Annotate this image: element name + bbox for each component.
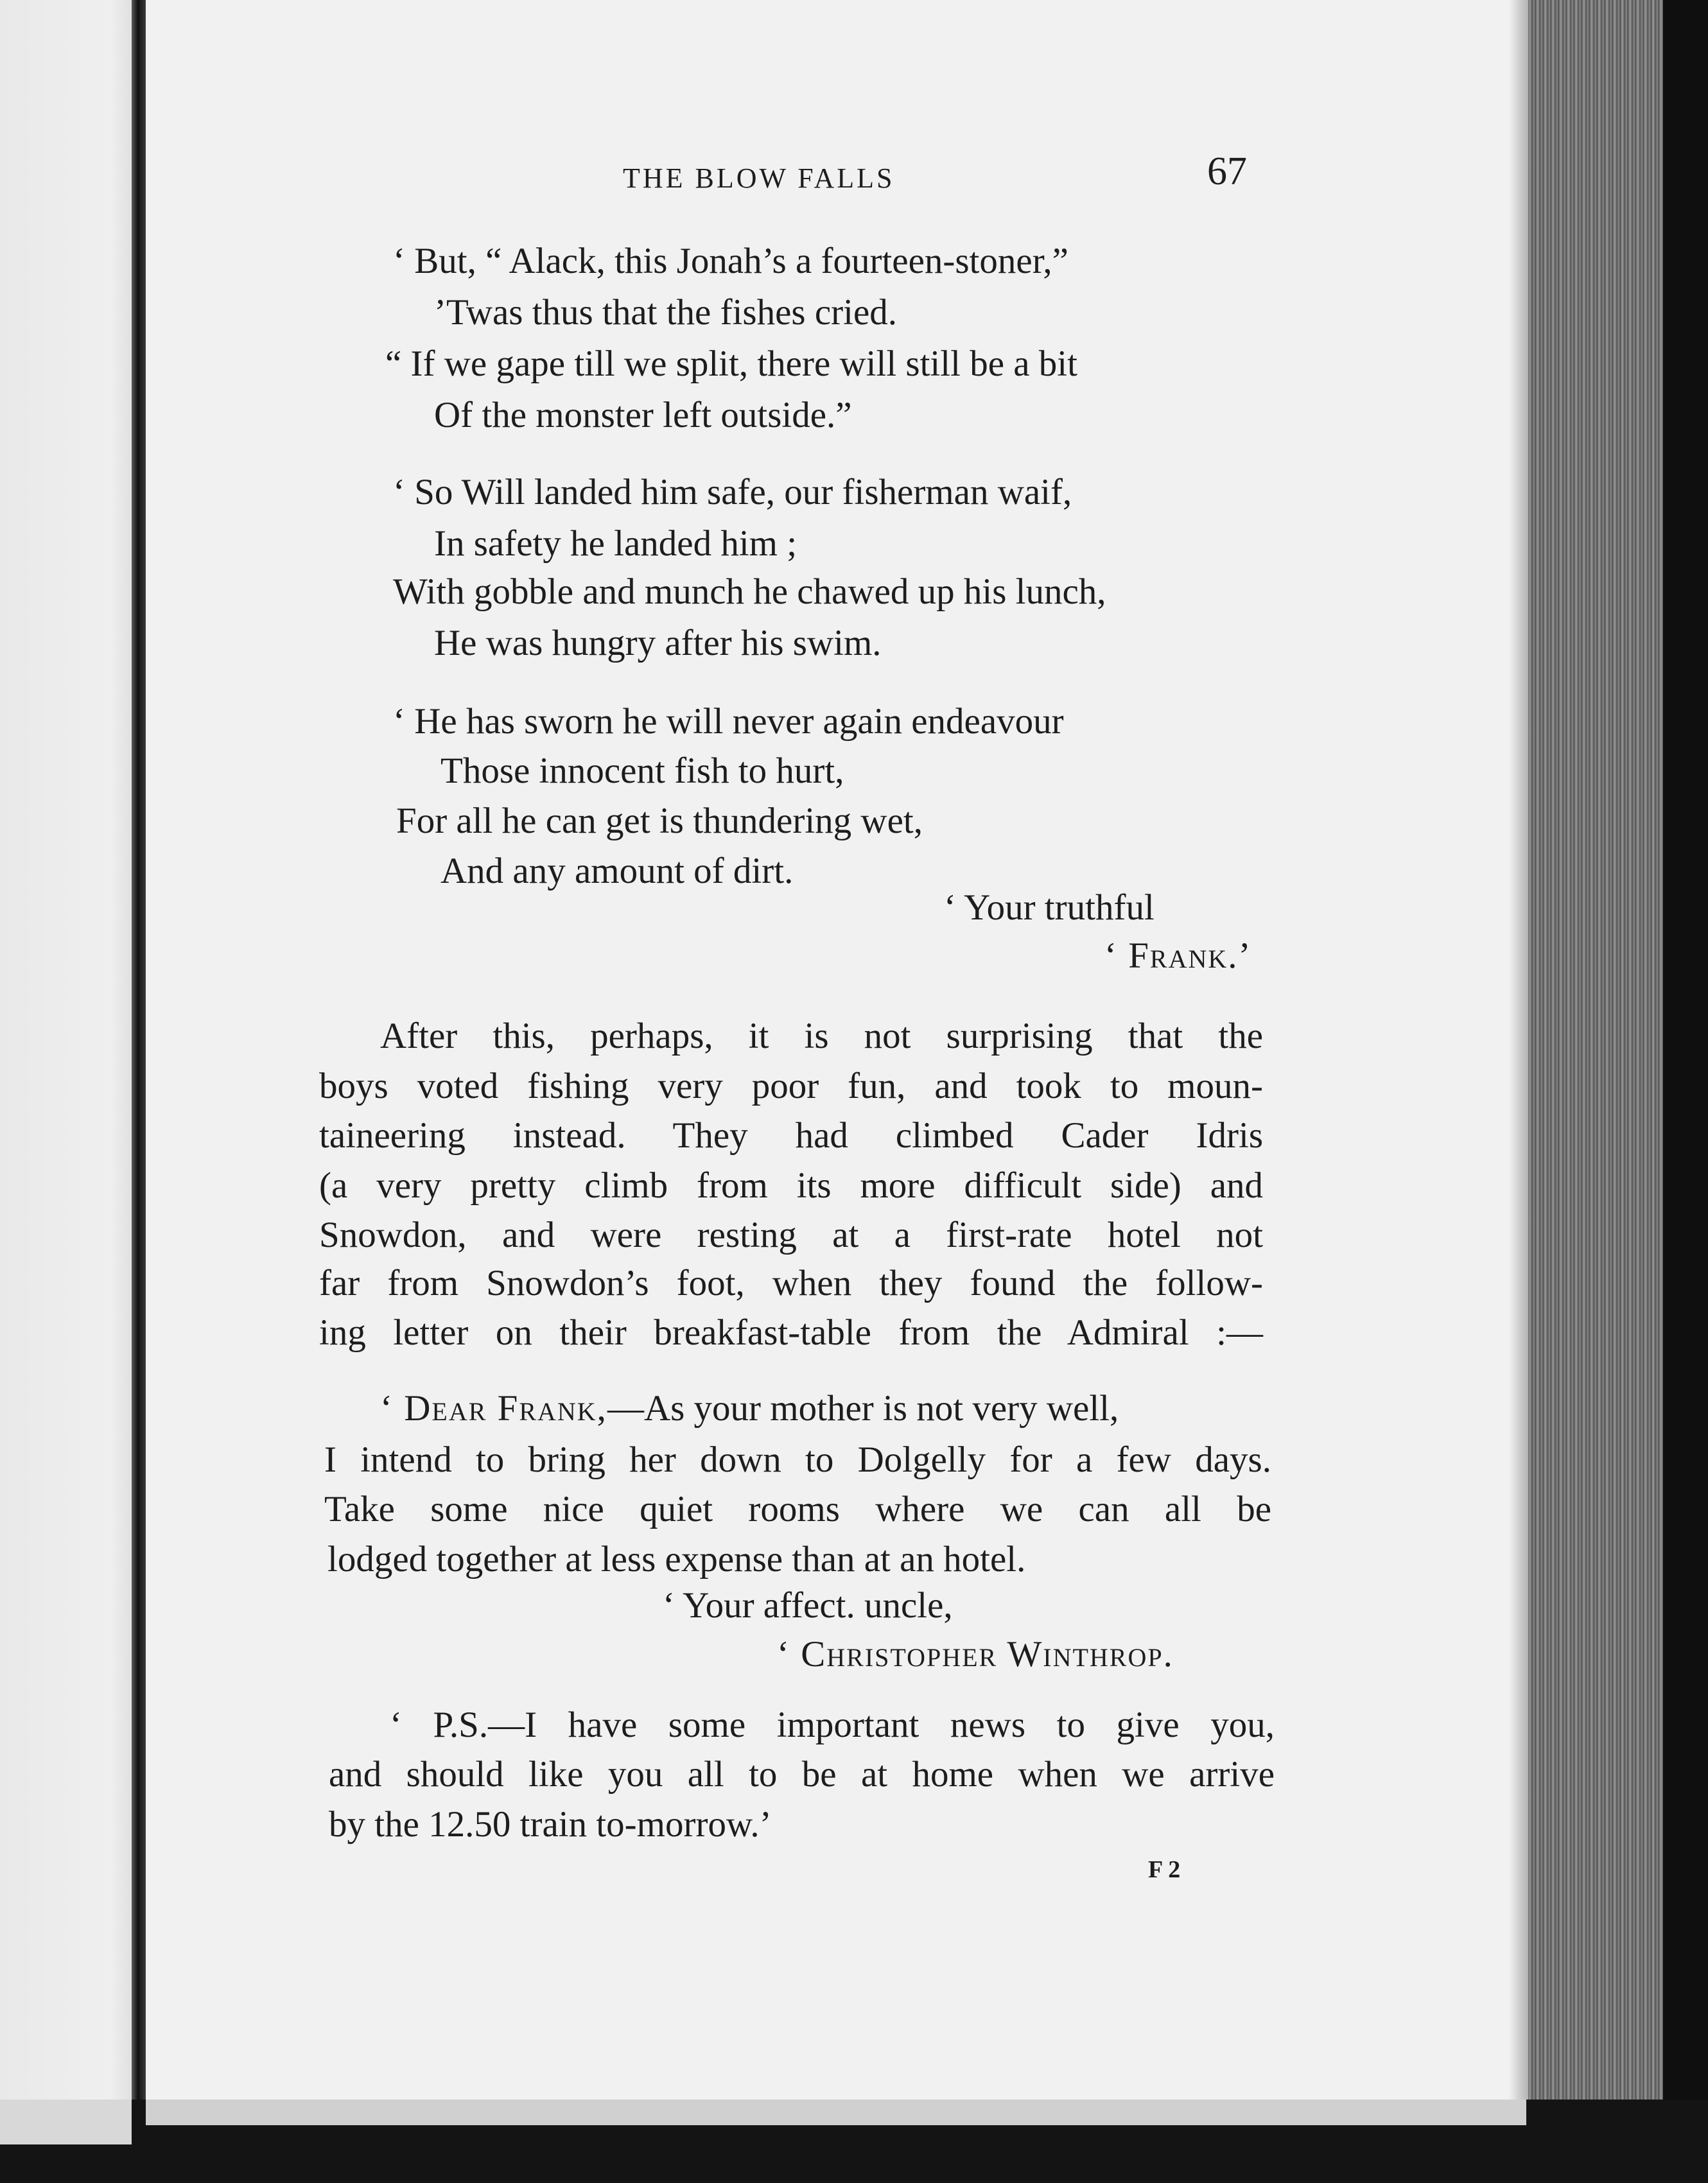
verse-line: “ If we gape till we split, there will still be a bit [385, 344, 1077, 384]
verse-line: Of the monster left outside.” [434, 395, 852, 435]
verse-line: And any amount of dirt. [440, 851, 794, 891]
postscript-line: ‘ P.S.—I have some important news to give you, [390, 1705, 1275, 1745]
verse-line: He was hungry after his swim. [434, 623, 882, 663]
letter-line: Take some nice quiet rooms where we can all be [324, 1489, 1271, 1529]
running-title: THE BLOW FALLS [623, 162, 895, 194]
postscript-line: by the 12.50 train to-morrow.’ [329, 1804, 772, 1845]
verse-line: ‘ So Will landed him safe, our fisherman waif, [393, 472, 1072, 512]
letter-salutation: ‘ Dear Frank, [380, 1388, 607, 1429]
verse-line: ‘ He has sworn he will never again endeavour [393, 701, 1064, 742]
verse-line: With gobble and munch he chawed up his lunch, [393, 571, 1106, 612]
verse-line: ‘ But, “ Alack, this Jonah’s a fourteen-stoner,” [393, 241, 1068, 281]
book-gutter [132, 0, 146, 2183]
facing-page-edge [0, 0, 138, 2183]
letter-first-line-rest: —As your mother is not very well, [607, 1388, 1119, 1429]
postscript-line: and should like you all to be at home when we arrive [329, 1754, 1275, 1795]
page-block-edges [1528, 0, 1708, 2183]
verse-line: Those innocent fish to hurt, [440, 751, 844, 791]
verse-line: ’Twas thus that the fishes cried. [434, 292, 897, 333]
prose-line: far from Snowdon’s foot, when they found the follow- [319, 1263, 1263, 1303]
letter-line: lodged together at less expense than at an hotel. [327, 1539, 1026, 1579]
page-number: 67 [1207, 150, 1247, 193]
verse-line: For all he can get is thundering wet, [396, 801, 923, 841]
letter-first-line [380, 1390, 1119, 1427]
letter-signature: ‘ Christopher Winthrop. [777, 1634, 1174, 1674]
verse-valediction: ‘ Your truthful [944, 887, 1155, 928]
letter-valediction: ‘ Your affect. uncle, [663, 1585, 953, 1626]
signature-mark: F 2 [1148, 1856, 1181, 1883]
verse-line: In safety he landed him ; [434, 523, 797, 564]
prose-line: (a very pretty climb from its more difficult side) and [319, 1165, 1263, 1206]
prose-line: taineering instead. They had climbed Cader Idris [319, 1115, 1263, 1156]
prose-line: After this, perhaps, it is not surprising that the [380, 1016, 1263, 1056]
letter-line: I intend to bring her down to Dolgelly for a few days. [324, 1439, 1271, 1480]
prose-line: boys voted fishing very poor fun, and took to moun- [319, 1066, 1263, 1106]
prose-line: ing letter on their breakfast-table from the Admiral :— [319, 1312, 1263, 1353]
prose-line: Snowdon, and were resting at a first-rate hotel not [319, 1215, 1263, 1255]
scan-bottom-border [0, 2100, 1708, 2183]
verse-signature: ‘ Frank.’ [1104, 935, 1252, 976]
